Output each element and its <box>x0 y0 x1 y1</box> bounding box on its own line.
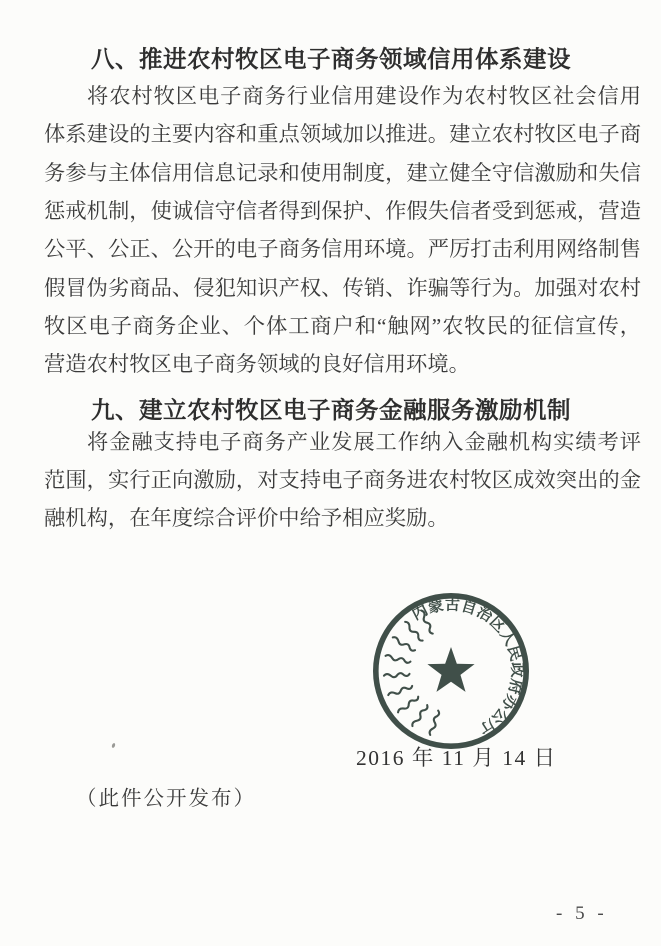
body-line: 将金融支持电子商务产业发展工作纳入金融机构实绩考评 <box>87 430 641 454</box>
body-line: 公平、公正、公开的电子商务信用环境。严厉打击利用网络制售 <box>44 237 641 261</box>
body-line: 范围，实行正向激励，对支持电子商务进农村牧区成效突出的金 <box>44 468 641 492</box>
official-seal <box>371 591 531 751</box>
body-line: 牧区电子商务企业、个体工商户和“触网”农牧民的征信宣传， <box>44 314 641 338</box>
page-number: - 5 - <box>556 903 608 924</box>
scan-speck <box>111 743 116 749</box>
body-line: 将农村牧区电子商务行业信用建设作为农村牧区社会信用 <box>87 84 641 108</box>
section-heading-8: 八、推进农村牧区电子商务领域信用体系建设 <box>91 45 571 73</box>
seal-text: 内蒙古自治区人民政府办公厅 <box>408 595 527 740</box>
body-line: 务参与主体信用信息记录和使用制度，建立健全守信激励和失信 <box>44 161 641 185</box>
body-line: 惩戒机制，使诚信守信者得到保护、作假失信者受到惩戒，营造 <box>44 199 641 223</box>
issue-date: 2016 年 11 月 14 日 <box>356 746 557 770</box>
body-line: 假冒伪劣商品、侵犯知识产权、传销、诈骗等行为。加强对农村 <box>44 276 641 300</box>
body-line: 体系建设的主要内容和重点领域加以推进。建立农村牧区电子商 <box>44 122 641 146</box>
body-line: 融机构，在年度综合评价中给予相应奖励。 <box>44 506 449 530</box>
release-note: （此件公开发布） <box>76 788 256 810</box>
seal-star-icon <box>427 647 474 692</box>
section-heading-9: 九、建立农村牧区电子商务金融服务激励机制 <box>91 396 571 424</box>
body-line: 营造农村牧区电子商务领域的良好信用环境。 <box>44 352 470 376</box>
